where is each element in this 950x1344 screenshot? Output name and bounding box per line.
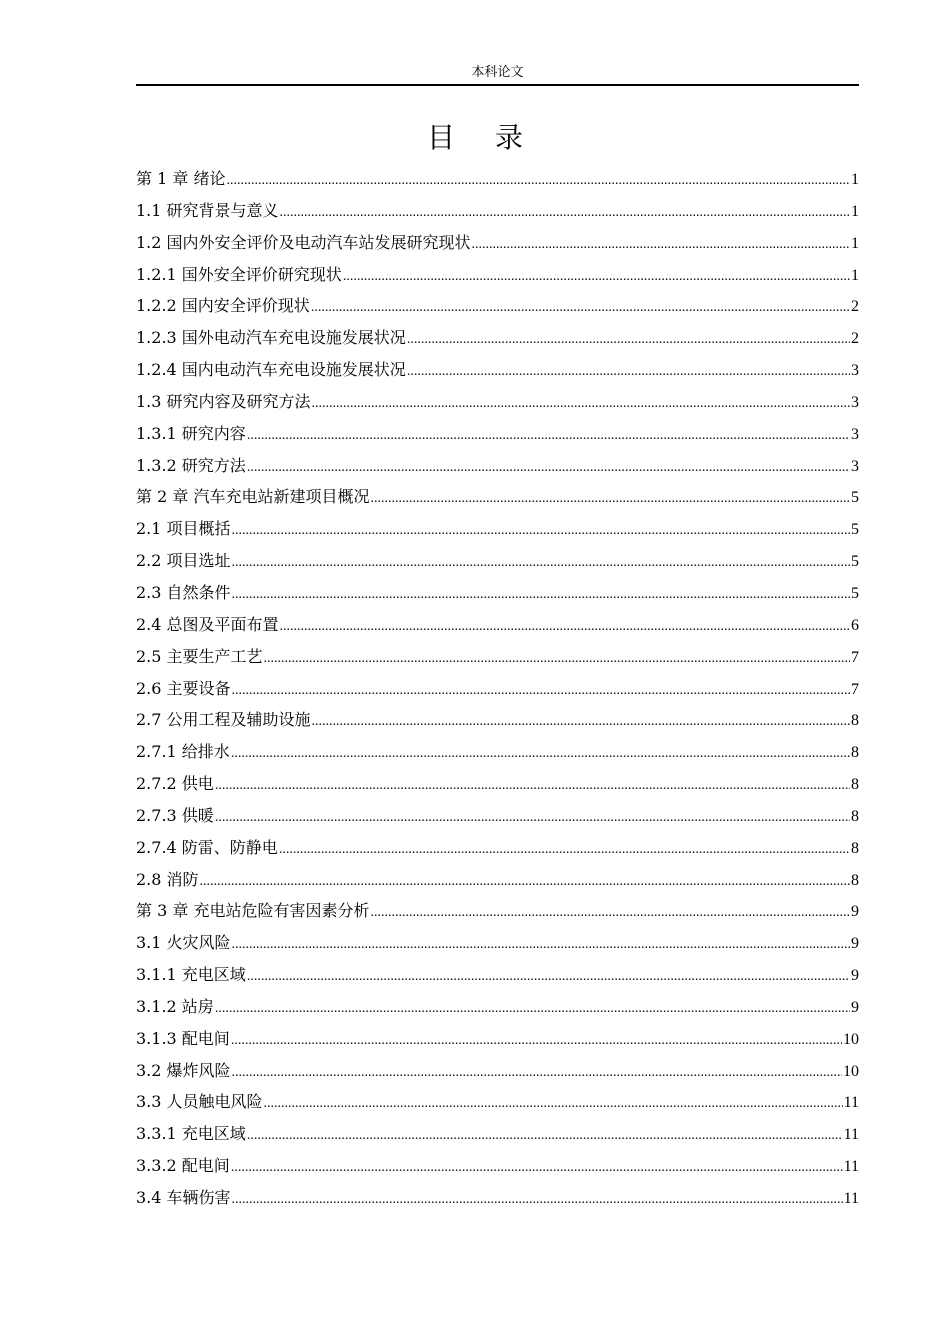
toc-entry-page-number: 5 (851, 489, 859, 507)
toc-entry-page-number: 2 (851, 298, 859, 316)
toc-entry[interactable] (136, 290, 859, 322)
toc-entry-label: 3.1.2 站房 (136, 996, 214, 1016)
toc-entry-page-number: 10 (843, 1030, 859, 1048)
toc-entry[interactable] (136, 832, 859, 864)
dot-leader (200, 866, 850, 898)
toc-entry-page-number: 8 (851, 871, 859, 889)
toc-entry[interactable] (136, 673, 859, 705)
toc-entry-page-number: 8 (851, 839, 859, 857)
dot-leader (232, 929, 850, 961)
toc-entry-page-number: 5 (851, 584, 859, 602)
toc-entry-page-number: 3 (851, 362, 859, 380)
page-header (136, 62, 859, 86)
toc-entry-label: 3.3 人员触电风险 (136, 1092, 263, 1112)
dot-leader (226, 165, 850, 197)
toc-entry-label: 2.4 总图及平面布置 (136, 614, 279, 634)
toc-entry-label: 2.7.4 防雷、防静电 (136, 837, 278, 857)
toc-entry-page-number: 11 (843, 1094, 859, 1112)
toc-entry[interactable] (136, 864, 859, 896)
toc-title: 目录 (426, 121, 563, 154)
toc-entry-label: 1.3 研究内容及研究方法 (136, 391, 311, 411)
toc-entry-page-number: 8 (851, 776, 859, 794)
toc-entry-page-number: 1 (851, 202, 859, 220)
toc-entry-page-number: 8 (851, 712, 859, 730)
toc-entry[interactable] (136, 895, 859, 927)
dot-leader (232, 515, 850, 547)
toc-entry-label: 2.7 公用工程及辅助设施 (136, 710, 311, 730)
dot-leader (472, 229, 850, 261)
toc-entry[interactable] (136, 736, 859, 768)
toc-entry-label: 2.7.2 供电 (136, 774, 214, 794)
toc-entry-page-number: 1 (851, 266, 859, 284)
dot-leader (407, 356, 850, 388)
toc-entry[interactable] (136, 163, 859, 195)
toc-entry-page-number: 9 (851, 903, 859, 921)
dot-leader (264, 1088, 843, 1120)
dot-leader (215, 993, 850, 1025)
dot-leader (215, 802, 850, 834)
dot-leader (231, 1025, 842, 1057)
toc-entry[interactable] (136, 513, 859, 545)
toc-entry-page-number: 7 (851, 680, 859, 698)
toc-entry[interactable] (136, 704, 859, 736)
toc-entry[interactable] (136, 1182, 859, 1214)
toc-entry-page-number: 5 (851, 521, 859, 539)
toc-entry-label: 第 3 章 充电站危险有害因素分析 (136, 901, 370, 921)
toc-entry[interactable] (136, 609, 859, 641)
toc-entry-page-number: 7 (851, 648, 859, 666)
toc-entry-label: 第 1 章 绪论 (136, 169, 226, 188)
toc-entry[interactable] (136, 577, 859, 609)
dot-leader (247, 452, 850, 484)
toc-entry-label: 2.6 主要设备 (136, 678, 231, 698)
toc-entry-label: 1.1 研究背景与意义 (136, 200, 279, 220)
dot-leader (232, 1184, 843, 1216)
toc-entry[interactable] (136, 1023, 859, 1055)
dot-leader (280, 197, 850, 229)
dot-leader (370, 897, 850, 929)
running-title: 本科论文 (471, 65, 524, 80)
toc-entry[interactable] (136, 959, 859, 991)
toc-entry-label: 2.7.1 给排水 (136, 742, 230, 762)
toc-entry-label: 1.2 国内外安全评价及电动汽车站发展研究现状 (136, 232, 471, 252)
toc-entry[interactable] (136, 322, 859, 354)
toc-entry[interactable] (136, 1086, 859, 1118)
toc-entry-label: 2.7.3 供暖 (136, 805, 214, 825)
toc-entry-page-number: 1 (851, 234, 859, 252)
toc-entry-label: 3.1.1 充电区域 (136, 965, 246, 985)
toc-entry-label: 1.2.2 国内安全评价现状 (136, 296, 310, 316)
toc-entry-page-number: 3 (851, 457, 859, 475)
dot-leader (312, 706, 850, 738)
dot-leader (407, 324, 850, 356)
toc-entry-page-number: 11 (843, 1158, 859, 1176)
toc-entry-page-number: 8 (851, 744, 859, 762)
toc-entry-label: 2.8 消防 (136, 869, 199, 889)
toc-entry[interactable] (136, 1118, 859, 1150)
toc-entry-label: 2.5 主要生产工艺 (136, 646, 263, 666)
toc-entry-page-number: 11 (843, 1190, 859, 1207)
toc-entry-page-number: 3 (851, 393, 859, 411)
dot-leader (247, 1120, 843, 1152)
toc-entry-label: 1.3.2 研究方法 (136, 455, 246, 475)
toc-entry-label: 2.1 项目概括 (136, 519, 231, 539)
toc-entry-label: 1.2.4 国内电动汽车充电设施发展状况 (136, 360, 406, 380)
toc-entry-label: 第 2 章 汽车充电站新建项目概况 (136, 487, 370, 507)
toc-entry[interactable] (136, 227, 859, 259)
toc-entry-label: 1.2.1 国外安全评价研究现状 (136, 264, 342, 284)
toc-entry-page-number: 6 (851, 616, 859, 634)
toc-entry-label: 3.4 车辆伤害 (136, 1188, 231, 1207)
toc-entry[interactable] (136, 450, 859, 482)
toc-entry[interactable] (136, 1055, 859, 1087)
dot-leader (280, 611, 850, 643)
toc-entry-page-number: 2 (851, 330, 859, 348)
toc-entry[interactable] (136, 259, 859, 291)
dot-leader (279, 834, 850, 866)
toc-entry-page-number: 10 (843, 1062, 859, 1080)
toc-entry-page-number: 8 (851, 807, 859, 825)
toc-entry[interactable] (136, 800, 859, 832)
dot-leader (232, 579, 850, 611)
toc-entry-page-number: 9 (851, 998, 859, 1016)
toc-entry[interactable] (136, 386, 859, 418)
dot-leader (247, 420, 850, 452)
toc-entry[interactable] (136, 481, 859, 513)
dot-leader (232, 547, 850, 579)
toc-entry-label: 3.3.1 充电区域 (136, 1124, 246, 1144)
toc-entry[interactable] (136, 641, 859, 673)
toc-entry-label: 2.2 项目选址 (136, 551, 231, 571)
toc-entry-label: 3.1 火灾风险 (136, 933, 231, 953)
toc-entry-label: 2.3 自然条件 (136, 582, 231, 602)
toc-entry[interactable] (136, 1150, 859, 1182)
toc-entry-page-number: 9 (851, 967, 859, 985)
toc-entry-page-number: 1 (851, 171, 859, 188)
dot-leader (311, 292, 850, 324)
toc-entry[interactable] (136, 768, 859, 800)
dot-leader (232, 675, 850, 707)
toc-entry[interactable] (136, 991, 859, 1023)
dot-leader (370, 483, 850, 515)
toc-entry-label: 1.3.1 研究内容 (136, 423, 246, 443)
toc-entry-page-number: 3 (851, 425, 859, 443)
toc-entry-label: 3.3.2 配电间 (136, 1156, 230, 1176)
toc-entry[interactable] (136, 927, 859, 959)
dot-leader (231, 738, 850, 770)
toc-entry-page-number: 9 (851, 935, 859, 953)
dot-leader (232, 1057, 842, 1089)
toc-entry-page-number: 11 (843, 1126, 859, 1144)
dot-leader (264, 643, 850, 675)
toc-entry-label: 3.2 爆炸风险 (136, 1060, 231, 1080)
dot-leader (231, 1152, 843, 1184)
dot-leader (215, 770, 850, 802)
toc-entry-page-number: 5 (851, 553, 859, 571)
toc-entry[interactable] (136, 195, 859, 227)
toc-entry[interactable] (136, 418, 859, 450)
dot-leader (343, 261, 850, 293)
dot-leader (247, 961, 850, 993)
toc-entry-label: 3.1.3 配电间 (136, 1028, 230, 1048)
dot-leader (312, 388, 850, 420)
toc-entry[interactable] (136, 354, 859, 386)
toc-entry[interactable] (136, 545, 859, 577)
toc-entry-label: 1.2.3 国外电动汽车充电设施发展状况 (136, 328, 406, 348)
toc-list (136, 163, 859, 1214)
